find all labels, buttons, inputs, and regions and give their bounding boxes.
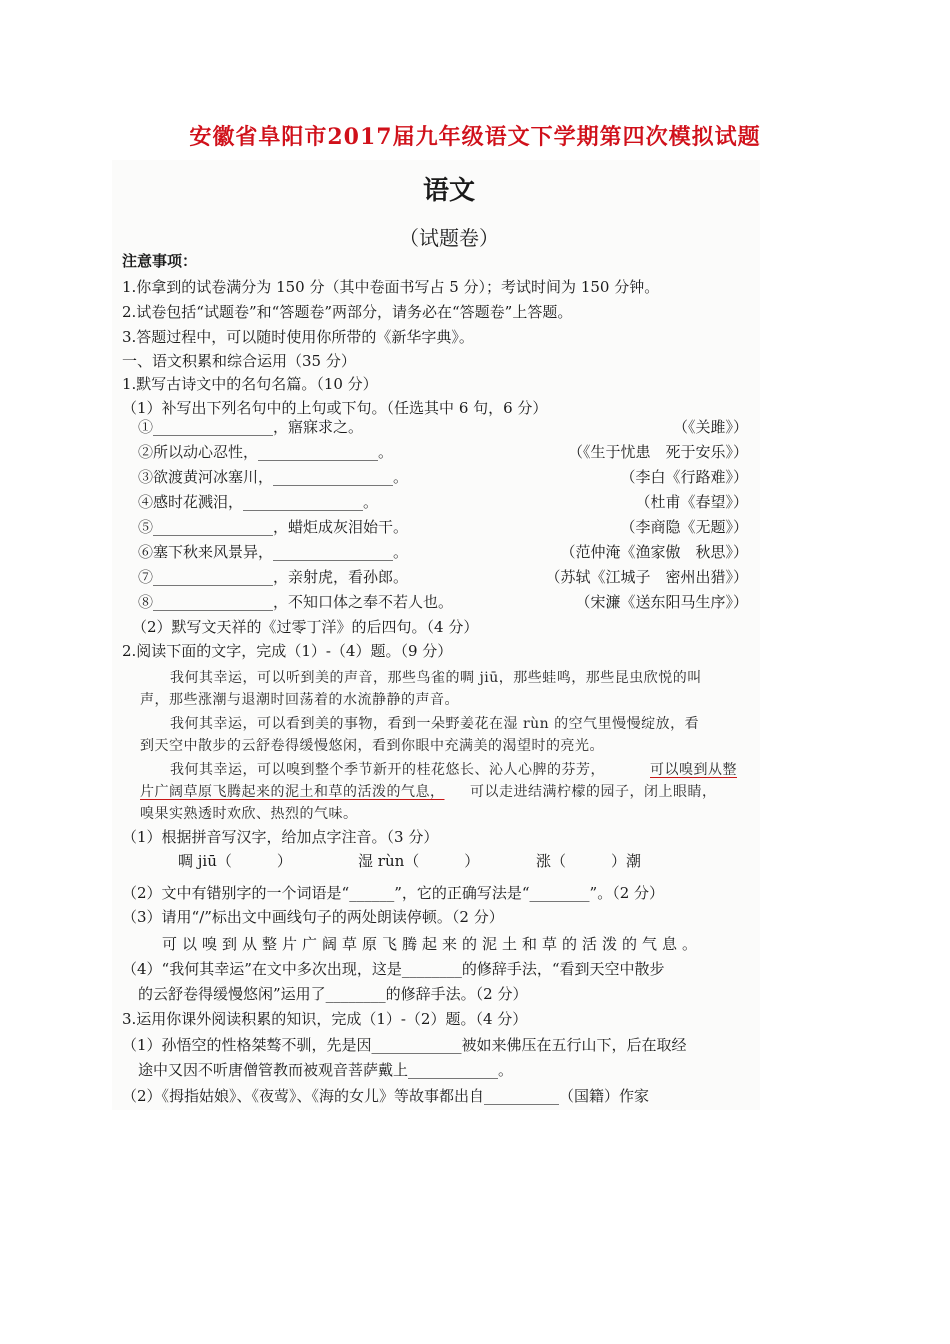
sub-question: （1）补写出下列名句中的上句或下句。（任选其中 6 句，6 分） <box>122 399 548 417</box>
poem-source: （杜甫《春望》） <box>635 493 748 511</box>
poem-item: ⑤________________，蜡炬成灰泪始干。 <box>138 518 409 536</box>
poem-item: ⑧________________，不知口体之奉不若人也。 <box>138 593 454 611</box>
underlined-sentence: 可以嗅到从整 <box>650 762 737 778</box>
underlined-sentence: 片广阔草原飞腾起来的泥土和草的活泼的气息， <box>140 784 445 800</box>
poem-item: ⑥塞下秋来风景异，________________。 <box>138 543 409 561</box>
paper-subject: 语文 <box>422 176 475 206</box>
sub-question: （1）根据拼音写汉字，给加点字注音。（3 分） <box>122 828 439 846</box>
passage-line: 到天空中散步的云舒卷得缓慢悠闲，看到你眼中充满美的渴望时的亮光。 <box>140 738 604 754</box>
passage-line: 可以走进结满柠檬的园子，闭上眼睛， <box>470 784 717 800</box>
notice-heading: 注意事项： <box>122 252 198 270</box>
question-stem: 2.阅读下面的文字，完成（1）-（4）题。（9 分） <box>122 642 453 660</box>
passage-line: 声，那些涨潮与退潮时回荡着的水流静静的声音。 <box>140 692 459 708</box>
pinyin-item: 湿 rùn（ ） <box>358 852 480 870</box>
sub-question: 途中又因不听唐僧管教而被观音菩萨戴上____________。 <box>138 1061 514 1079</box>
sub-question: （4）“我何其幸运”在文中多次出现，这是________的修辞手法，“看到天空中散步 <box>122 960 665 978</box>
document-title: 安徽省阜阳市2017届九年级语文下学期第四次模拟试题 <box>189 124 761 150</box>
sub-question: （3）请用“/”标出文中画线句子的两处朗读停顿。（2 分） <box>122 908 504 926</box>
sub-question: （2）默写文天祥的《过零丁洋》的后四句。（4 分） <box>132 618 479 636</box>
sub-question: （1）孙悟空的性格桀骜不驯，先是因____________被如来佛压在五行山下，后在取经 <box>122 1036 687 1054</box>
sub-question: （2）文中有错别字的一个词语是“______”，它的正确写法是“________”。（2 分） <box>122 884 665 902</box>
question-stem: 3.运用你课外阅读积累的知识，完成（1）-（2）题。（4 分） <box>122 1010 528 1028</box>
poem-source: （范仲淹《渔家傲 秋思》） <box>560 543 748 561</box>
passage-line: 我何其幸运，可以听到美的声音，那些鸟雀的啁 jiū，那些蛙鸣，那些昆虫欣悦的叫 <box>170 670 702 686</box>
poem-item: ④感时花溅泪，________________。 <box>138 493 379 511</box>
poem-source: （李商隐《无题》） <box>620 518 748 536</box>
poem-item: ①________________，寤寐求之。 <box>138 418 364 436</box>
pinyin-item: 啁 jiū（ ） <box>178 852 292 870</box>
notice-item: 1.你拿到的试卷满分为 150 分（其中卷面书写占 5 分）；考试时间为 150 分钟。 <box>122 278 660 296</box>
pinyin-item: 涨（ ）潮 <box>536 852 642 870</box>
poem-item: ③欲渡黄河冰塞川，________________。 <box>138 468 409 486</box>
poem-item: ②所以动心忍性，________________。 <box>138 443 394 461</box>
question-stem: 1.默写古诗文中的名句名篇。（10 分） <box>122 375 378 393</box>
notice-item: 2.试卷包括“试题卷”和“答题卷”两部分，请务必在“答题卷”上答题。 <box>122 303 573 321</box>
passage-line: 我何其幸运，可以看到美的事物，看到一朵野姜花在湿 rùn 的空气里慢慢绽放，看 <box>170 716 700 732</box>
poem-source: （苏轼《江城子 密州出猎》） <box>545 568 748 586</box>
poem-source: （《生于忧患 死于安乐》） <box>567 443 748 461</box>
poem-source: （宋濂《送东阳马生序》） <box>575 593 748 611</box>
sub-question: 的云舒卷得缓慢悠闲”运用了________的修辞手法。（2 分） <box>138 985 528 1003</box>
passage-line: 我何其幸运，可以嗅到整个季节新开的桂花悠长、沁人心脾的芬芳， <box>170 762 605 778</box>
poem-source: （李白《行路难》） <box>620 468 748 486</box>
poem-source: （《关雎》） <box>672 418 748 436</box>
paper-type: （试题卷） <box>399 226 499 250</box>
sub-question: （2）《拇指姑娘》、《夜莺》、《海的女儿》等故事都出自__________（国籍）作家 <box>122 1087 650 1105</box>
passage-line: 嗅果实熟透时欢欣、热烈的气味。 <box>140 806 358 822</box>
poem-item: ⑦________________，亲射虎，看孙郎。 <box>138 568 409 586</box>
pause-marking-sentence: 可以嗅到从整片广阔草原飞腾起来的泥土和草的活泼的气息。 <box>162 935 703 953</box>
section-heading: 一、语文积累和综合运用（35 分） <box>122 352 356 370</box>
notice-item: 3.答题过程中，可以随时使用你所带的《新华字典》。 <box>122 328 474 346</box>
